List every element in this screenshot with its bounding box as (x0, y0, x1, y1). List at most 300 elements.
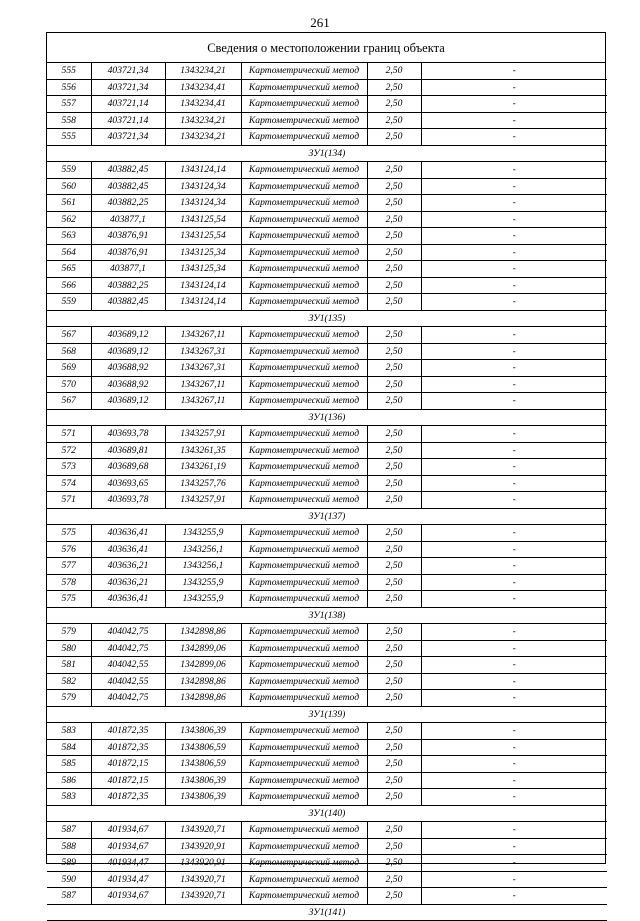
coord-y-cell: 1343920,71 (165, 888, 241, 905)
method-cell: Картометрический метод (241, 79, 367, 96)
note-cell: - (421, 178, 607, 195)
coord-x-cell: 404042,75 (91, 640, 165, 657)
point-number-cell: 571 (47, 492, 91, 509)
note-cell: - (421, 871, 607, 888)
coord-y-cell: 1343267,11 (165, 393, 241, 410)
coord-x-cell: 404042,55 (91, 657, 165, 674)
method-cell: Картометрический метод (241, 673, 367, 690)
point-number-cell: 579 (47, 624, 91, 641)
group-label-row (47, 805, 607, 822)
table-row (47, 871, 607, 888)
coord-x-cell: 403688,92 (91, 360, 165, 377)
method-cell: Картометрический метод (241, 162, 367, 179)
note-cell: - (421, 492, 607, 509)
note-cell: - (421, 855, 607, 872)
method-cell: Картометрический метод (241, 739, 367, 756)
note-cell: - (421, 723, 607, 740)
method-cell: Картометрический метод (241, 822, 367, 839)
coord-y-cell: 1343920,71 (165, 871, 241, 888)
coord-x-cell: 403882,25 (91, 277, 165, 294)
table-row (47, 673, 607, 690)
accuracy-cell: 2,50 (367, 657, 421, 674)
note-cell: - (421, 822, 607, 839)
coord-y-cell: 1343920,91 (165, 838, 241, 855)
accuracy-cell: 2,50 (367, 673, 421, 690)
method-cell: Картометрический метод (241, 261, 367, 278)
coord-x-cell: 403877,1 (91, 211, 165, 228)
note-cell: - (421, 228, 607, 245)
accuracy-cell: 2,50 (367, 360, 421, 377)
note-cell: - (421, 690, 607, 707)
coord-x-cell: 403882,45 (91, 178, 165, 195)
note-cell: - (421, 541, 607, 558)
accuracy-cell: 2,50 (367, 475, 421, 492)
accuracy-cell: 2,50 (367, 525, 421, 542)
point-number-cell: 583 (47, 789, 91, 806)
point-number-cell: 579 (47, 690, 91, 707)
table-row (47, 525, 607, 542)
method-cell: Картометрический метод (241, 624, 367, 641)
group-label-row (47, 904, 607, 921)
point-number-cell: 556 (47, 79, 91, 96)
note-cell: - (421, 442, 607, 459)
accuracy-cell: 2,50 (367, 228, 421, 245)
method-cell: Картометрический метод (241, 211, 367, 228)
method-cell: Картометрический метод (241, 277, 367, 294)
coord-y-cell: 1343255,9 (165, 574, 241, 591)
note-cell: - (421, 789, 607, 806)
note-cell: - (421, 888, 607, 905)
accuracy-cell: 2,50 (367, 459, 421, 476)
method-cell: Картометрический метод (241, 129, 367, 146)
coord-y-cell: 1343267,31 (165, 360, 241, 377)
coord-x-cell: 401872,35 (91, 739, 165, 756)
note-cell: - (421, 426, 607, 443)
coord-y-cell: 1343125,54 (165, 228, 241, 245)
method-cell: Картометрический метод (241, 63, 367, 79)
accuracy-cell: 2,50 (367, 162, 421, 179)
group-label-row (47, 409, 607, 426)
accuracy-cell: 2,50 (367, 79, 421, 96)
table-row (47, 327, 607, 344)
coord-x-cell: 403689,81 (91, 442, 165, 459)
note-cell: - (421, 360, 607, 377)
accuracy-cell: 2,50 (367, 723, 421, 740)
accuracy-cell: 2,50 (367, 855, 421, 872)
accuracy-cell: 2,50 (367, 393, 421, 410)
group-label: ЗУ1(138) (47, 607, 607, 624)
point-number-cell: 574 (47, 475, 91, 492)
coord-y-cell: 1343125,54 (165, 211, 241, 228)
accuracy-cell: 2,50 (367, 591, 421, 608)
table-row (47, 195, 607, 212)
coord-y-cell: 1343255,9 (165, 525, 241, 542)
table-heading: Сведения о местоположении границ объекта (47, 33, 605, 63)
coord-x-cell: 403693,65 (91, 475, 165, 492)
group-label-row (47, 607, 607, 624)
method-cell: Картометрический метод (241, 640, 367, 657)
note-cell: - (421, 63, 607, 79)
note-cell: - (421, 772, 607, 789)
accuracy-cell: 2,50 (367, 822, 421, 839)
point-number-cell: 584 (47, 739, 91, 756)
coord-y-cell: 1343124,34 (165, 178, 241, 195)
method-cell: Картометрический метод (241, 360, 367, 377)
note-cell: - (421, 459, 607, 476)
method-cell: Картометрический метод (241, 657, 367, 674)
note-cell: - (421, 244, 607, 261)
accuracy-cell: 2,50 (367, 63, 421, 79)
note-cell: - (421, 96, 607, 113)
accuracy-cell: 2,50 (367, 178, 421, 195)
point-number-cell: 569 (47, 360, 91, 377)
accuracy-cell: 2,50 (367, 739, 421, 756)
table-row (47, 393, 607, 410)
accuracy-cell: 2,50 (367, 690, 421, 707)
note-cell: - (421, 673, 607, 690)
accuracy-cell: 2,50 (367, 558, 421, 575)
coord-x-cell: 403877,1 (91, 261, 165, 278)
table-row (47, 558, 607, 575)
point-number-cell: 567 (47, 393, 91, 410)
note-cell: - (421, 376, 607, 393)
method-cell: Картометрический метод (241, 574, 367, 591)
accuracy-cell: 2,50 (367, 327, 421, 344)
method-cell: Картометрический метод (241, 244, 367, 261)
table-row (47, 624, 607, 641)
point-number-cell: 583 (47, 723, 91, 740)
group-label-row (47, 706, 607, 723)
accuracy-cell: 2,50 (367, 640, 421, 657)
boundary-table-frame (46, 32, 606, 918)
point-number-cell: 571 (47, 426, 91, 443)
point-number-cell: 582 (47, 673, 91, 690)
accuracy-cell: 2,50 (367, 838, 421, 855)
method-cell: Картометрический метод (241, 558, 367, 575)
coord-y-cell: 1343124,34 (165, 195, 241, 212)
note-cell: - (421, 294, 607, 311)
coord-y-cell: 1343261,35 (165, 442, 241, 459)
coord-y-cell: 1343124,14 (165, 162, 241, 179)
table-row (47, 640, 607, 657)
table-row (47, 343, 607, 360)
coord-x-cell: 401872,15 (91, 756, 165, 773)
note-cell: - (421, 162, 607, 179)
accuracy-cell: 2,50 (367, 442, 421, 459)
table-row (47, 723, 607, 740)
table-row (47, 112, 607, 129)
method-cell: Картометрический метод (241, 838, 367, 855)
method-cell: Картометрический метод (241, 393, 367, 410)
coord-y-cell: 1343261,19 (165, 459, 241, 476)
coord-y-cell: 1343806,39 (165, 723, 241, 740)
group-label: ЗУ1(136) (47, 409, 607, 426)
method-cell: Картометрический метод (241, 96, 367, 113)
coord-y-cell: 1343257,91 (165, 426, 241, 443)
note-cell: - (421, 112, 607, 129)
coord-y-cell: 1343124,14 (165, 277, 241, 294)
table-row (47, 294, 607, 311)
accuracy-cell: 2,50 (367, 624, 421, 641)
table-row (47, 756, 607, 773)
accuracy-cell: 2,50 (367, 277, 421, 294)
point-number-cell: 572 (47, 442, 91, 459)
table-row (47, 475, 607, 492)
point-number-cell: 588 (47, 838, 91, 855)
coord-x-cell: 403689,68 (91, 459, 165, 476)
group-label: ЗУ1(134) (47, 145, 607, 162)
coord-y-cell: 1343257,76 (165, 475, 241, 492)
table-row (47, 360, 607, 377)
group-label-row (47, 508, 607, 525)
note-cell: - (421, 327, 607, 344)
accuracy-cell: 2,50 (367, 211, 421, 228)
method-cell: Картометрический метод (241, 442, 367, 459)
coord-x-cell: 403636,41 (91, 591, 165, 608)
coord-y-cell: 1343234,21 (165, 63, 241, 79)
method-cell: Картометрический метод (241, 376, 367, 393)
group-label: ЗУ1(141) (47, 904, 607, 921)
note-cell: - (421, 129, 607, 146)
coord-x-cell: 403721,14 (91, 112, 165, 129)
group-label: ЗУ1(139) (47, 706, 607, 723)
coord-x-cell: 401872,35 (91, 723, 165, 740)
table-row (47, 739, 607, 756)
accuracy-cell: 2,50 (367, 195, 421, 212)
accuracy-cell: 2,50 (367, 376, 421, 393)
table-row (47, 690, 607, 707)
point-number-cell: 590 (47, 871, 91, 888)
note-cell: - (421, 756, 607, 773)
coord-x-cell: 403636,21 (91, 558, 165, 575)
coord-x-cell: 403636,21 (91, 574, 165, 591)
table-row (47, 277, 607, 294)
note-cell: - (421, 739, 607, 756)
table-row (47, 574, 607, 591)
table-row (47, 162, 607, 179)
table-row (47, 855, 607, 872)
table-row (47, 459, 607, 476)
coord-y-cell: 1343234,41 (165, 96, 241, 113)
table-row (47, 244, 607, 261)
point-number-cell: 577 (47, 558, 91, 575)
note-cell: - (421, 211, 607, 228)
table-row (47, 426, 607, 443)
point-number-cell: 575 (47, 591, 91, 608)
note-cell: - (421, 475, 607, 492)
table-row (47, 541, 607, 558)
method-cell: Картометрический метод (241, 871, 367, 888)
coord-y-cell: 1343124,14 (165, 294, 241, 311)
coord-y-cell: 1343267,11 (165, 327, 241, 344)
point-number-cell: 562 (47, 211, 91, 228)
note-cell: - (421, 195, 607, 212)
coord-x-cell: 403636,41 (91, 525, 165, 542)
method-cell: Картометрический метод (241, 541, 367, 558)
coord-y-cell: 1343257,91 (165, 492, 241, 509)
point-number-cell: 575 (47, 525, 91, 542)
table-row (47, 261, 607, 278)
note-cell: - (421, 525, 607, 542)
coord-y-cell: 1342898,86 (165, 673, 241, 690)
method-cell: Картометрический метод (241, 112, 367, 129)
table-row (47, 228, 607, 245)
coord-y-cell: 1342899,06 (165, 640, 241, 657)
note-cell: - (421, 558, 607, 575)
coord-x-cell: 403689,12 (91, 327, 165, 344)
coord-y-cell: 1343920,71 (165, 822, 241, 839)
coord-y-cell: 1343255,9 (165, 591, 241, 608)
method-cell: Картометрический метод (241, 690, 367, 707)
method-cell: Картометрический метод (241, 756, 367, 773)
coord-x-cell: 403693,78 (91, 492, 165, 509)
method-cell: Картометрический метод (241, 789, 367, 806)
accuracy-cell: 2,50 (367, 112, 421, 129)
coord-y-cell: 1342899,06 (165, 657, 241, 674)
coord-x-cell: 403689,12 (91, 393, 165, 410)
accuracy-cell: 2,50 (367, 772, 421, 789)
point-number-cell: 586 (47, 772, 91, 789)
point-number-cell: 587 (47, 822, 91, 839)
coord-y-cell: 1343125,34 (165, 261, 241, 278)
method-cell: Картометрический метод (241, 855, 367, 872)
coord-x-cell: 403689,12 (91, 343, 165, 360)
coord-x-cell: 403876,91 (91, 244, 165, 261)
method-cell: Картометрический метод (241, 525, 367, 542)
coord-x-cell: 403882,45 (91, 162, 165, 179)
method-cell: Картометрический метод (241, 492, 367, 509)
table-row (47, 789, 607, 806)
point-number-cell: 555 (47, 129, 91, 146)
coord-y-cell: 1343806,39 (165, 789, 241, 806)
table-row (47, 492, 607, 509)
method-cell: Картометрический метод (241, 723, 367, 740)
coord-x-cell: 401872,35 (91, 789, 165, 806)
note-cell: - (421, 657, 607, 674)
point-number-cell: 565 (47, 261, 91, 278)
note-cell: - (421, 393, 607, 410)
method-cell: Картометрический метод (241, 475, 367, 492)
coord-y-cell: 1343125,34 (165, 244, 241, 261)
point-number-cell: 559 (47, 294, 91, 311)
coord-x-cell: 401934,47 (91, 855, 165, 872)
method-cell: Картометрический метод (241, 228, 367, 245)
point-number-cell: 568 (47, 343, 91, 360)
table-row (47, 657, 607, 674)
method-cell: Картометрический метод (241, 772, 367, 789)
coord-x-cell: 401872,15 (91, 772, 165, 789)
method-cell: Картометрический метод (241, 426, 367, 443)
point-number-cell: 589 (47, 855, 91, 872)
point-number-cell: 570 (47, 376, 91, 393)
coord-x-cell: 403693,78 (91, 426, 165, 443)
table-row (47, 79, 607, 96)
group-label: ЗУ1(137) (47, 508, 607, 525)
table-row (47, 96, 607, 113)
accuracy-cell: 2,50 (367, 871, 421, 888)
point-number-cell: 576 (47, 541, 91, 558)
note-cell: - (421, 261, 607, 278)
point-number-cell: 578 (47, 574, 91, 591)
table-row (47, 822, 607, 839)
table-row (47, 442, 607, 459)
table-row (47, 178, 607, 195)
coord-y-cell: 1343267,11 (165, 376, 241, 393)
accuracy-cell: 2,50 (367, 756, 421, 773)
coord-x-cell: 401934,47 (91, 871, 165, 888)
coord-x-cell: 403882,45 (91, 294, 165, 311)
table-row (47, 772, 607, 789)
point-number-cell: 563 (47, 228, 91, 245)
coord-x-cell: 404042,75 (91, 624, 165, 641)
point-number-cell: 555 (47, 63, 91, 79)
coord-x-cell: 403721,34 (91, 63, 165, 79)
note-cell: - (421, 343, 607, 360)
note-cell: - (421, 574, 607, 591)
coord-x-cell: 403721,14 (91, 96, 165, 113)
point-number-cell: 557 (47, 96, 91, 113)
note-cell: - (421, 79, 607, 96)
coord-x-cell: 401934,67 (91, 888, 165, 905)
coord-y-cell: 1343234,21 (165, 112, 241, 129)
coord-y-cell: 1343256,1 (165, 541, 241, 558)
coord-x-cell: 403688,92 (91, 376, 165, 393)
accuracy-cell: 2,50 (367, 492, 421, 509)
table-row (47, 211, 607, 228)
point-number-cell: 587 (47, 888, 91, 905)
group-label: ЗУ1(140) (47, 805, 607, 822)
accuracy-cell: 2,50 (367, 343, 421, 360)
table-row (47, 838, 607, 855)
group-label: ЗУ1(135) (47, 310, 607, 327)
coord-y-cell: 1342898,86 (165, 624, 241, 641)
point-number-cell: 580 (47, 640, 91, 657)
page-number: 261 (310, 15, 330, 30)
method-cell: Картометрический метод (241, 888, 367, 905)
accuracy-cell: 2,50 (367, 96, 421, 113)
coord-x-cell: 403876,91 (91, 228, 165, 245)
accuracy-cell: 2,50 (367, 261, 421, 278)
coord-y-cell: 1342898,86 (165, 690, 241, 707)
accuracy-cell: 2,50 (367, 574, 421, 591)
method-cell: Картометрический метод (241, 459, 367, 476)
point-number-cell: 573 (47, 459, 91, 476)
table-row (47, 63, 607, 79)
coord-x-cell: 403636,41 (91, 541, 165, 558)
coord-y-cell: 1343234,41 (165, 79, 241, 96)
coord-y-cell: 1343234,21 (165, 129, 241, 146)
method-cell: Картометрический метод (241, 591, 367, 608)
method-cell: Картометрический метод (241, 294, 367, 311)
table-row (47, 129, 607, 146)
group-label-row (47, 310, 607, 327)
accuracy-cell: 2,50 (367, 426, 421, 443)
coord-y-cell: 1343806,59 (165, 739, 241, 756)
coord-x-cell: 403882,25 (91, 195, 165, 212)
point-number-cell: 559 (47, 162, 91, 179)
coord-y-cell: 1343806,59 (165, 756, 241, 773)
coord-x-cell: 403721,34 (91, 129, 165, 146)
point-number-cell: 567 (47, 327, 91, 344)
coord-x-cell: 403721,34 (91, 79, 165, 96)
point-number-cell: 566 (47, 277, 91, 294)
coord-x-cell: 404042,55 (91, 673, 165, 690)
coord-x-cell: 401934,67 (91, 822, 165, 839)
accuracy-cell: 2,50 (367, 541, 421, 558)
point-number-cell: 558 (47, 112, 91, 129)
method-cell: Картометрический метод (241, 343, 367, 360)
note-cell: - (421, 838, 607, 855)
